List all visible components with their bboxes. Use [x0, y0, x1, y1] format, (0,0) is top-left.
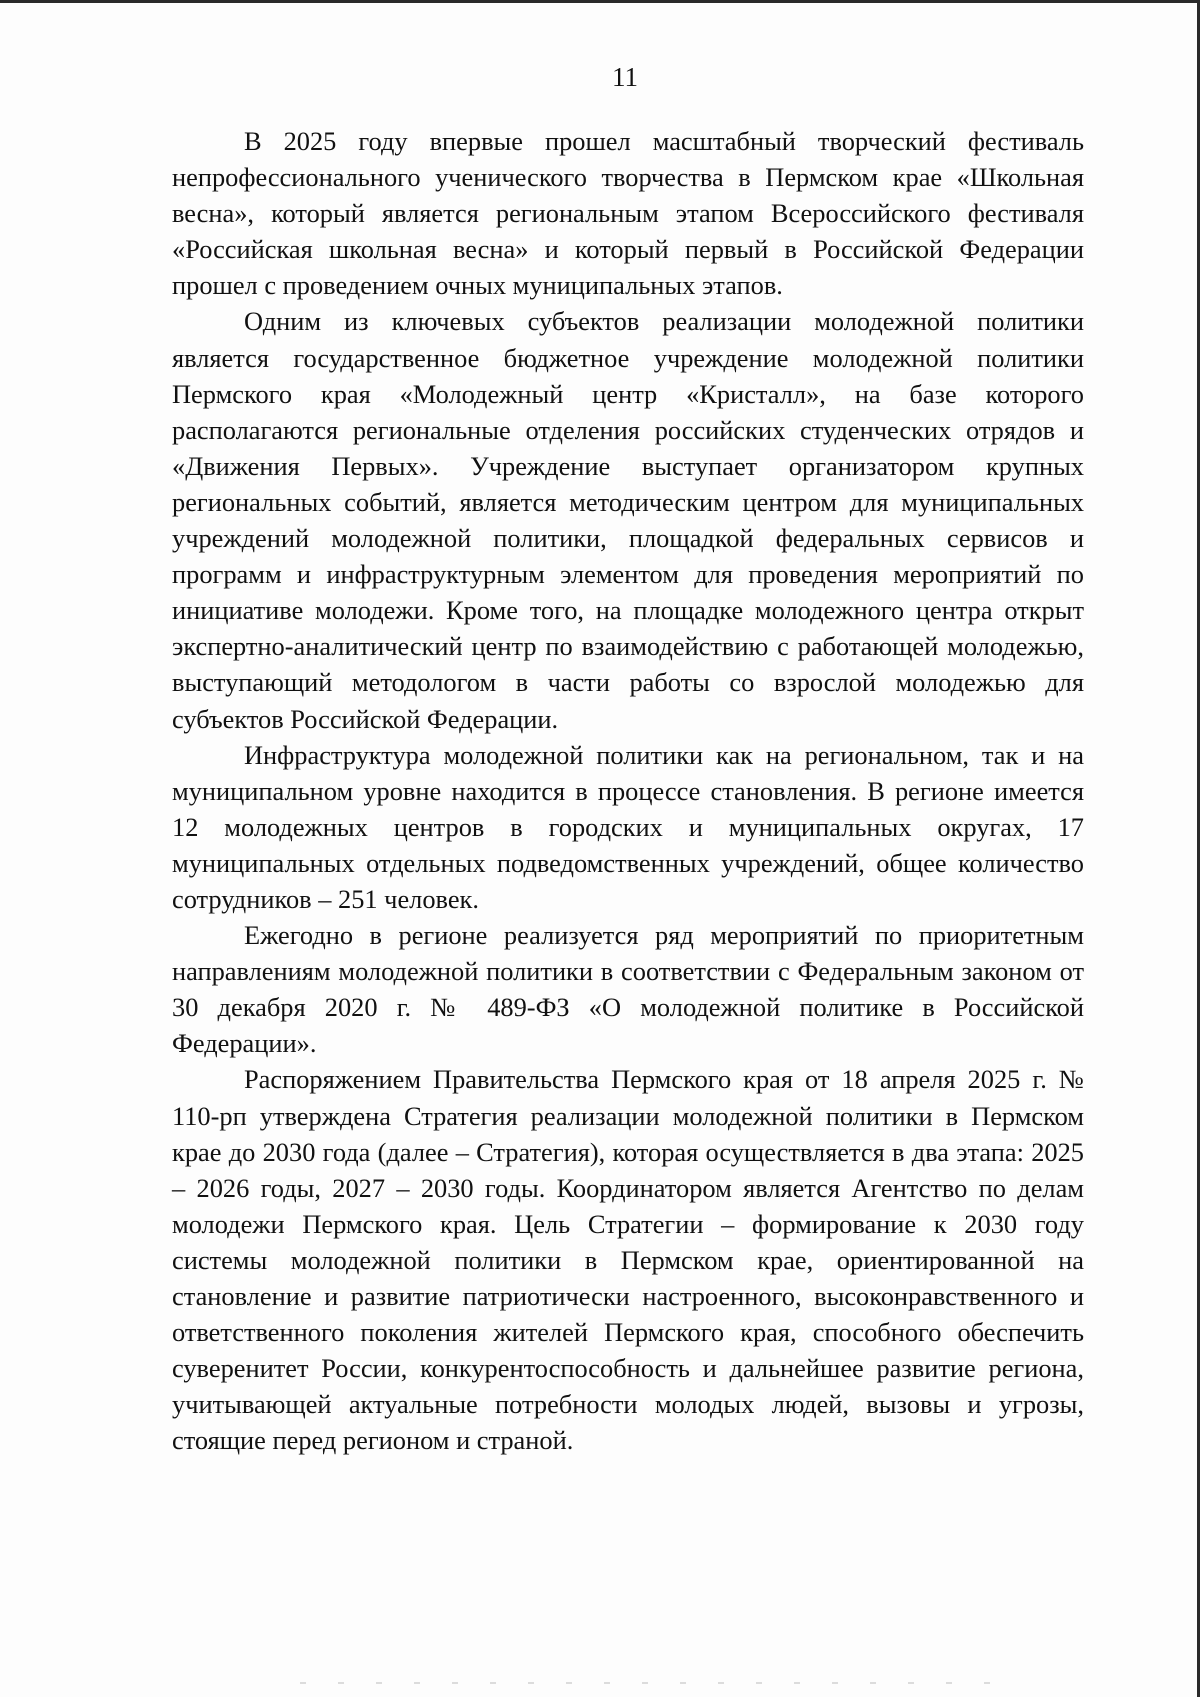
paragraph-strategy-2030: Распоряжением Правительства Пермского края от 18 апреля 2025 г. № 110-рп утверждена Стратегия реализации молодежной политики в Пермском крае до 2030 года (далее – Стратегия), которая осуществляется в два этапа: 2025 – 2026 годы, 2027 – 2030 годы. Координатором является Агентство по делам молодежи Пермского края. Цель Стратегии – формирование к 2030 году системы молодежной политики в Пермском крае, ориентированной на становление и развитие патриотически настроенного, высоконравственного и ответственного поколения жителей Пермского края, способного обеспечить суверенитет России, конкурентоспособность и дальнейшее развитие региона, учитывающей актуальные потребности молодых людей, вызовы и угрозы, стоящие перед регионом и страной.	[172, 1064, 1084, 1456]
paragraph-school-spring-festival: В 2025 году впервые прошел масштабный творческий фестиваль непрофессионального ученического творчества в Пермском крае «Школьная весна», который является региональным этапом Всероссийского фестиваля «Российская школьная весна» и который первый в Российской Федерации прошел с проведением очных муниципальных этапов.	[172, 126, 1084, 301]
page-number: 11	[612, 62, 638, 92]
paragraph-youth-center-kristall: Одним из ключевых субъектов реализации молодежной политики является государственное бюджетное учреждение молодежной политики Пермского края «Молодежный центр «Кристалл», на базе которого располагаются региональные отделения российских студенческих отрядов и «Движения Первых». Учреждение выступает организатором крупных региональных событий, является методическим центром для муниципальных учреждений молодежной политики, площадкой федеральных сервисов и программ и инфраструктурным элементом для проведения мероприятий по инициативе молодежи. Кроме того, на площадке молодежного центра открыт экспертно-аналитический центр по взаимодействию с работающей молодежью, выступающий методологом в части работы со взрослой молодежью для субъектов Российской Федерации.	[172, 306, 1084, 734]
scan-bottom-marks	[300, 1682, 1000, 1684]
paragraph-annual-events: Ежегодно в регионе реализуется ряд мероприятий по приоритетным направлениям молодежной политики в соответствии с Федеральным законом от 30 декабря 2020 г. № 489-ФЗ «О молодежной политике в Российской Федерации».	[172, 920, 1084, 1059]
paragraph-youth-policy-infrastructure: Инфраструктура молодежной политики как на региональном, так и на муниципальном уровне находится в процессе становления. В регионе имеется 12 молодежных центров в городских и муниципальных округах, 17 муниципальных отдельных подведомственных учреждений, общее количество сотрудников – 251 человек.	[172, 739, 1084, 914]
document-body	[172, 123, 1084, 1458]
scan-edge-top	[0, 0, 1200, 3]
